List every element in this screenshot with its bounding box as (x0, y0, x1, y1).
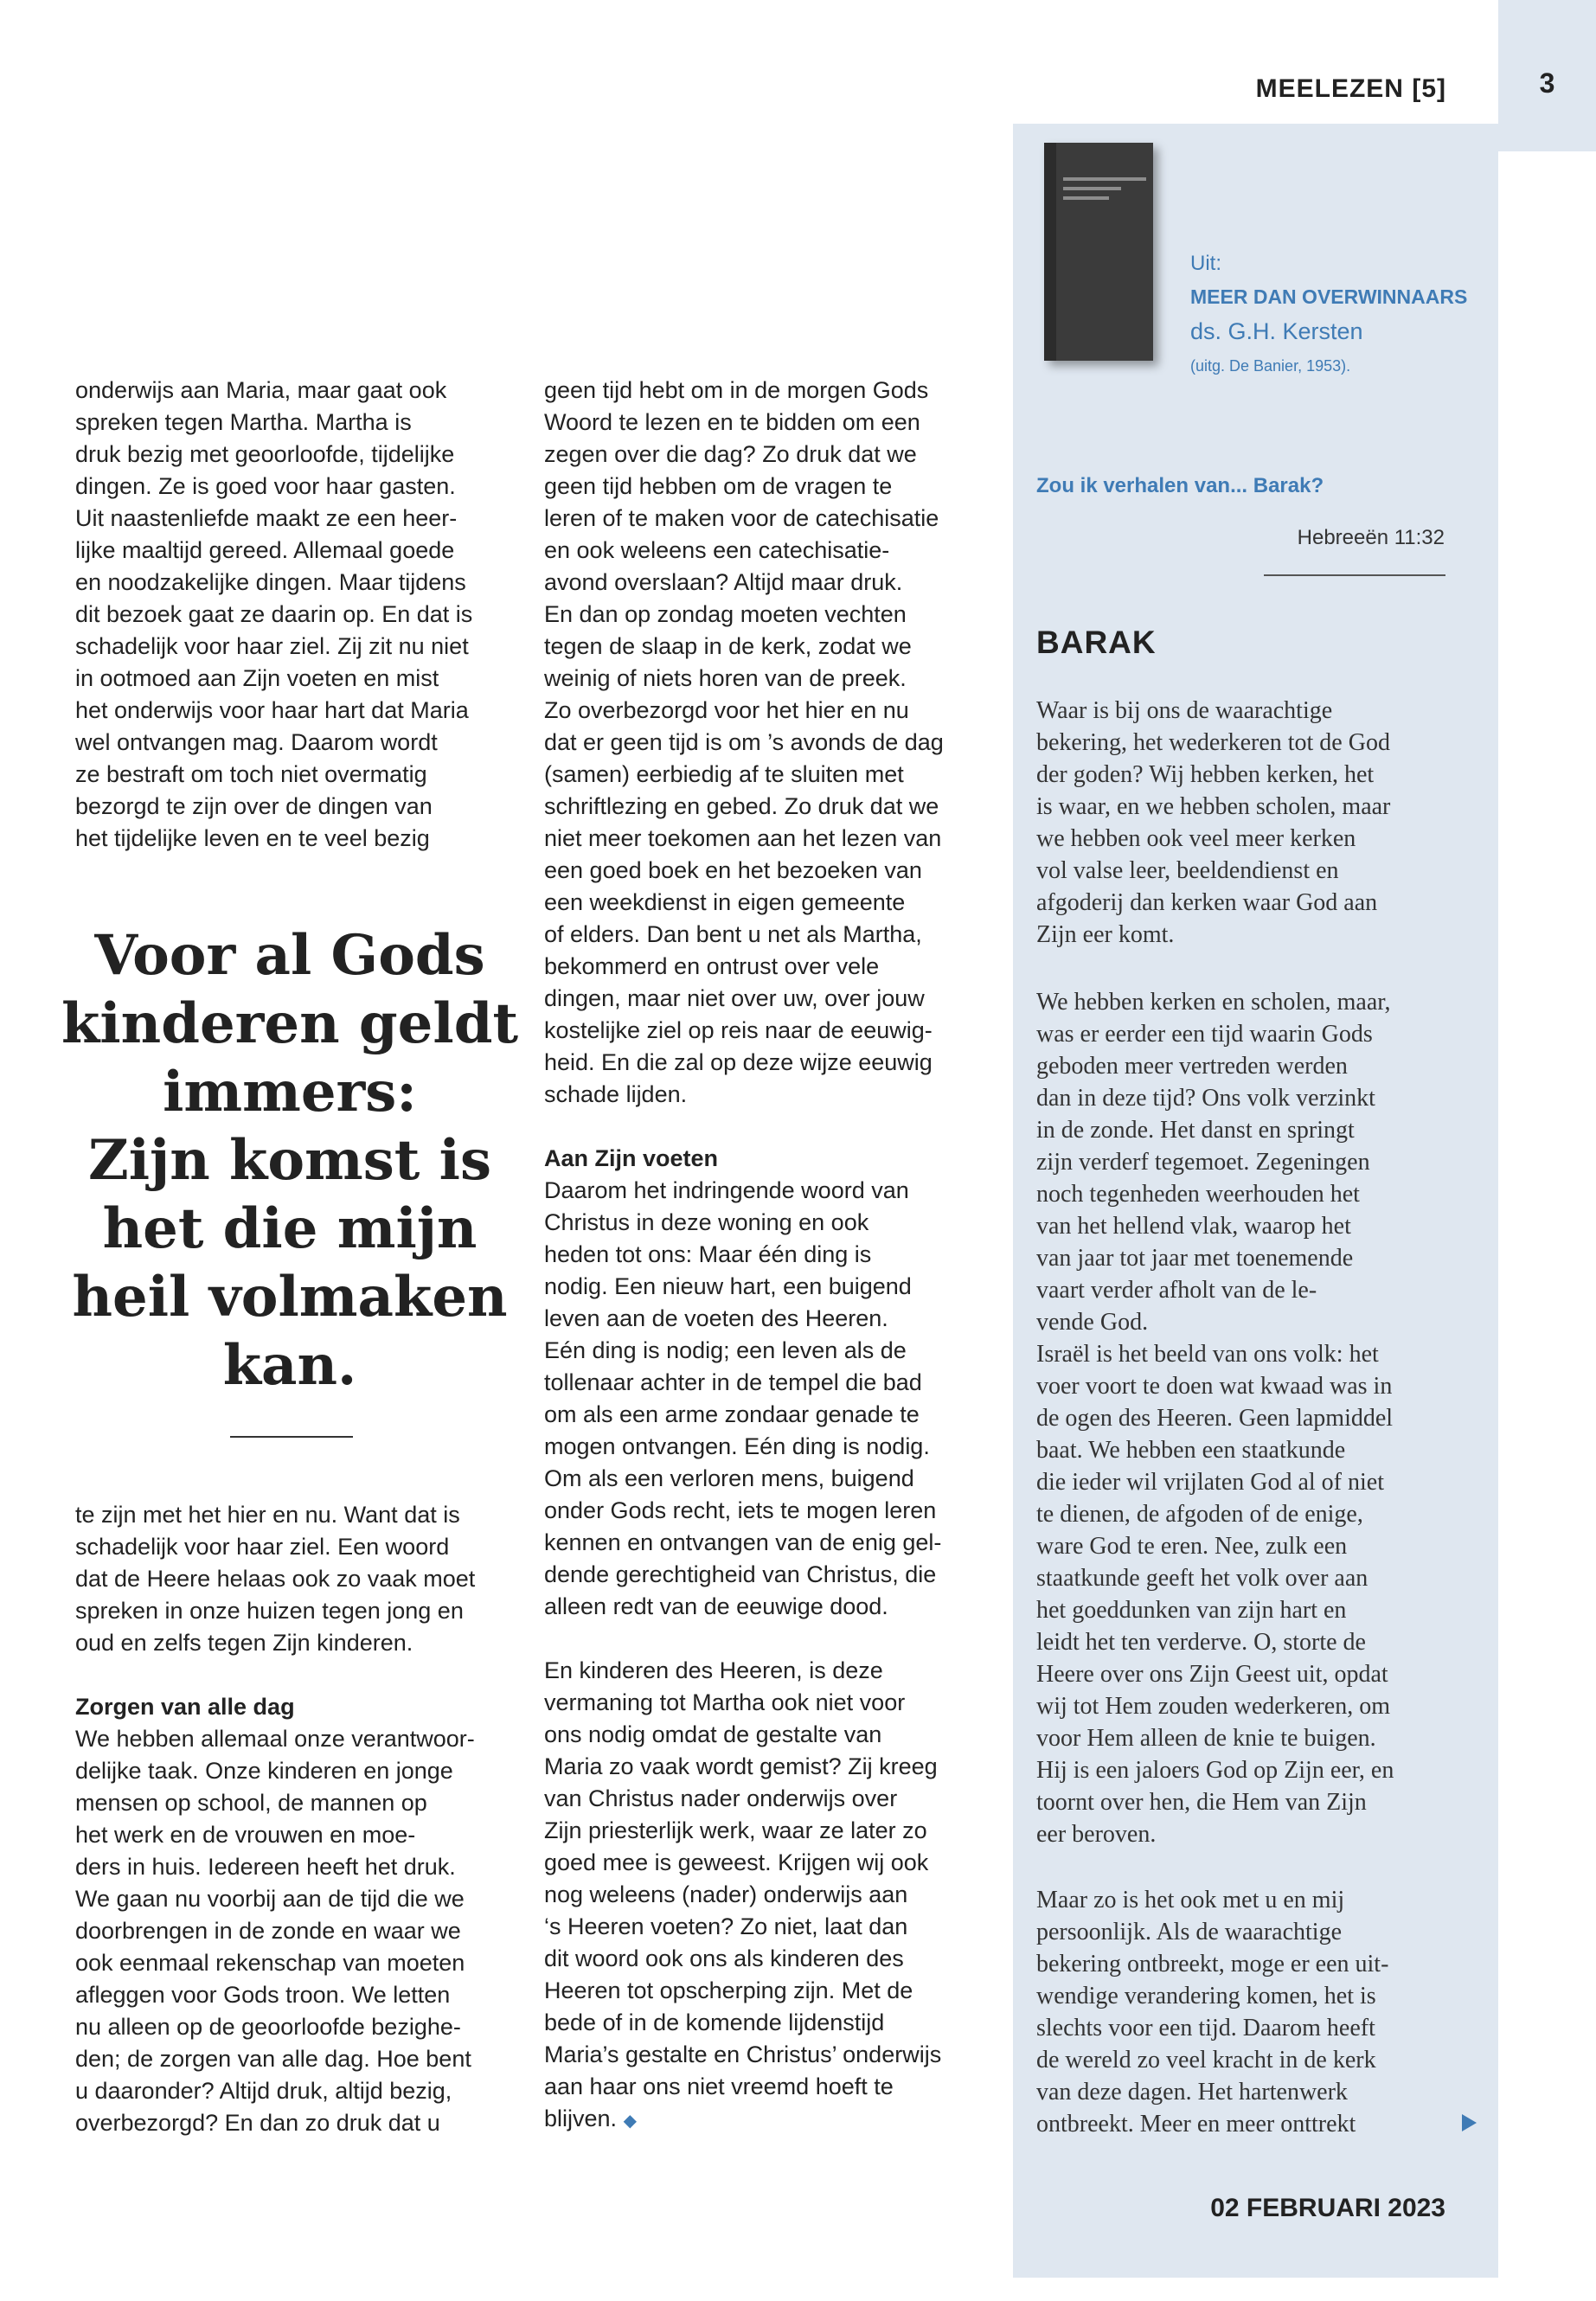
column1-top-text: onderwijs aan Maria, maar gaat ook spreken tegen Martha. Martha is druk bezig met geoorloofde, tijdelijke dingen. Ze is goed voor haar gasten. Uit naastenliefde maakt ze een heer- lijke maaltijd gereed. Allemaal goede en noodzakelijke dingen. Maar tijdens dit bezoek gaat ze daarin op. En dat is schadelijk voor haar ziel. Zij zit nu niet in ootmoed aan Zijn voeten en mist het onderwijs voor haar hart dat Maria wel ontvangen mag. Daarom wordt ze bestraft om toch niet overmatig bezorgd te zijn over de dingen van het tijdelijke leven en te veel bezig (75, 377, 473, 851)
subheading: Zorgen van alle dag (75, 1694, 295, 1720)
column2-body1: Daarom het indringende woord van Christus in deze woning en ook heden tot ons: Maar één ding is nodig. Een nieuw hart, een buigend leven aan de voeten des Heeren. Eén ding is nodig; een leven als de tollenaar achter in de tempel die bad om als een arme zondaar genade te mogen ontvangen. Eén ding is nodig. Om als een verloren mens, buigend onder Gods recht, iets te mogen leren kennen en ontvangen van de enig gel- dende gerechtigheid van Christus, die alleen redt van de eeuwige dood. (544, 1177, 942, 1619)
sidebar-title: BARAK (1036, 625, 1157, 660)
source-book-title: MEER DAN OVERWINNAARS (1190, 285, 1468, 308)
issue-date: 02 FEBRUARI 2023 (1210, 2194, 1445, 2222)
section-number: [5] (1412, 74, 1446, 103)
section-title: MEELEZEN (1255, 74, 1404, 103)
bible-quote: Zou ik verhalen van... Barak? (1036, 474, 1324, 497)
page-number: 3 (1539, 67, 1555, 99)
bible-reference: Hebreeën 11:32 (1297, 526, 1445, 549)
end-mark-icon: ◆ (623, 2112, 637, 2131)
arrow-right-icon (1462, 2114, 1477, 2131)
book-cover-image (1044, 143, 1153, 361)
column1-bottom-intro: te zijn met het hier en nu. Want dat is schadelijk voor haar ziel. Een woord dat de Heere helaas ook zo vaak moet spreken in onze huizen tegen jong en oud en zelfs tegen Zijn kinderen. (75, 1502, 476, 1656)
divider (1264, 574, 1445, 576)
book-title-label (1063, 177, 1146, 217)
source-author: ds. G.H. Kersten (1190, 318, 1363, 344)
source-prefix: Uit: (1190, 252, 1221, 275)
subheading: Aan Zijn voeten (544, 1145, 719, 1171)
sidebar-paragraph: Maar zo is het ook met u en mij persoonlijk. Als de waarachtige bekering ontbreekt, moge er een uit- wendige verandering komen, het is slechts voor een tijd. Daarom heeft de wereld zo veel kracht in de kerk van deze dagen. Het hartenwerk ontbreekt. Meer en meer onttrekt (1036, 1887, 1389, 2138)
source-publisher: (uitg. De Banier, 1953). (1190, 357, 1351, 375)
sidebar-paragraph: Waar is bij ons de waarachtige bekering, het wederkeren tot de God der goden? Wij hebben kerken, het is waar, en we hebben scholen, maar we hebben ook veel meer kerken vol valse leer, beeldendienst en afgoderij dan kerken waar God aan Zijn eer komt. (1036, 697, 1391, 948)
column2 (544, 375, 994, 2138)
divider (230, 1436, 353, 1438)
pull-quote: Voor al Gods kinderen geldt immers: Zijn komst is het die mijn heil volmaken kan. (61, 923, 518, 1398)
column1-bottom-body: We hebben allemaal onze verantwoor- delijke taak. Onze kinderen en jonge mensen op school, de mannen op het werk en de vrouwen en moe- ders in huis. Iedereen heeft het druk. We gaan nu voorbij aan de tijd die we doorbrengen in de zonde en waar we ook eenmaal rekenschap van moeten afleggen voor Gods troon. We letten nu alleen op de geoorloofde bezighe- den; de zorgen van alle dag. Hoe bent u daaronder? Altijd druk, altijd bezig, overbezorgd? En dan zo druk dat u (75, 1726, 475, 2136)
sidebar-paragraph: We hebben kerken en scholen, maar, was er eerder een tijd waarin Gods geboden meer vertreden werden dan in deze tijd? Ons volk verzinkt in de zonde. Het danst en springt zijn verderf tegemoet. Zegeningen noch tegenheden weerhouden het van het hellend vlak, waarop het van jaar tot jaar met toenemende vaart verder afholt van de le- vende God. Israël is het beeld van ons volk: het voer voort te doen wat kwaad was in de ogen des Heeren. Geen lapmiddel baat. We hebben een staatkunde die ieder wil vrijlaten God al of niet te dienen, de afgoden of de enige, ware God te eren. Nee, zulk een staatkunde geeft het volk over aan het goeddunken van zijn hart en leidt het ten verderve. O, storte de Heere over ons Zijn Geest uit, opdat wij tot Hem zouden wederkeren, om voor Hem alleen de knie te buigen. Hij is een jaloers God op Zijn eer, en toornt over hen, die Hem van Zijn eer beroven. (1036, 989, 1394, 1848)
section-header (1246, 74, 1446, 104)
book-source (1190, 247, 1476, 382)
column1-bottom (75, 1499, 525, 2139)
column2-body2: En kinderen des Heeren, is deze vermaning tot Martha ook niet voor ons nodig omdat de gestalte van Maria zo vaak wordt gemist? Zij kreeg van Christus nader onderwijs over Zijn priesterlijk werk, waar ze later zo goed mee is geweest. Krijgen wij ook nog weleens (nader) onderwijs aan ‘s Heeren voeten? Zo niet, laat dan dit woord ook ons als kinderen des Heeren tot opscherping zijn. Met de bede of in de komende lijdenstijd Maria’s gestalte en Christus’ onderwijs aan haar ons niet vreemd hoeft te blijven. (544, 1657, 942, 2131)
book-spine (1044, 143, 1056, 361)
column2-intro: geen tijd hebt om in de morgen Gods Woord te lezen en te bidden om een zegen over die dag? Zo druk dat we geen tijd hebben om de vragen te leren of te maken voor de catechisatie en ook weleens een catechisatie- avond overslaan? Altijd maar druk. En dan op zondag moeten vechten tegen de slaap in de kerk, zodat we weinig of niets horen van de preek. Zo overbezorgd voor het hier en nu dat er geen tijd is om ’s avonds de dag (samen) eerbiedig af te sluiten met schriftlezing en gebed. Zo druk dat we niet meer toekomen aan het lezen van een goed boek en het bezoeken van een weekdienst in eigen gemeente of elders. Dan bent u net als Martha, bekommerd en ontrust over vele dingen, maar niet over uw, over jouw kostelijke ziel op reis naar de eeuwig- heid. En die zal op deze wijze eeuwig schade lijden. (544, 377, 944, 1107)
